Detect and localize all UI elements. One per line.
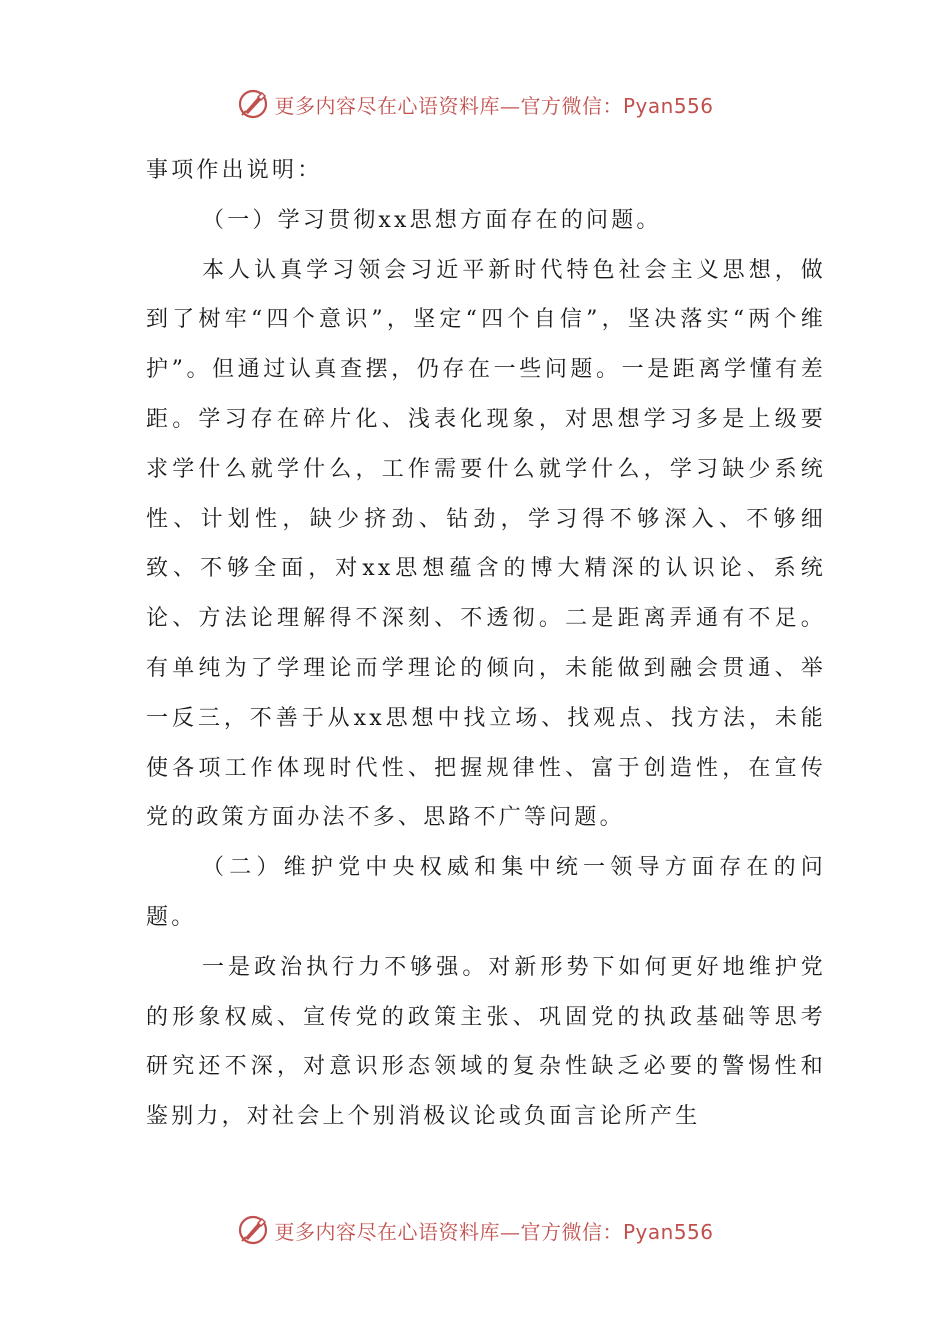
pen-seal-logo-icon — [236, 87, 270, 121]
pen-seal-logo-icon — [236, 1213, 270, 1247]
watermark-text: 更多内容尽在心语资料库—官方微信：Pyan556 — [274, 1219, 714, 1244]
paragraph-study-issues: 本人认真学习领会习近平新时代特色社会主义思想，做到了树牢“四个意识”，坚定“四个自信”，坚决落实“两个维护”。但通过认真查摆，仍存在一些问题。一是距离学懂有差距。学习存在碎片化、浅表化现象，对思想学习多是上级要求学什么就学什么，工作需要什么就学什么，学习缺少系统性、计划性，缺少挤劲、钻劲，学习得不够深入、不够细致、不够全面，对xx思想蕴含的博大精深的认识论、系统论、方法论理解得不深刻、不透彻。二是距离弄通有不足。有单纯为了学理论而学理论的倾向，未能做到融会贯通、举一反三，不善于从xx思想中找立场、找观点、找方法，未能使各项工作体现时代性、把握规律性、富于创造性，在宣传党的政策方面办法不多、思路不广等问题。 — [146, 257, 826, 831]
section-heading-1: （一）学习贯彻xx思想方面存在的问题。 — [202, 207, 662, 233]
paragraph-continuation: 事项作出说明： — [146, 158, 323, 183]
header-watermark — [0, 84, 950, 124]
watermark-text: 更多内容尽在心语资料库—官方微信：Pyan556 — [274, 93, 714, 118]
footer-watermark — [0, 1210, 950, 1250]
section-heading-2: （二）维护党中央权威和集中统一领导方面存在的问题。 — [146, 855, 826, 930]
paragraph-political-execution: 一是政治执行力不够强。对新形势下如何更好地维护党的形象权威、宣传党的政策主张、巩固党的执政基础等思考研究还不深，对意识形态领域的复杂性缺乏必要的警惕性和鉴别力，对社会上个别消极议论或负面言论所产生 — [146, 954, 826, 1130]
document-body — [146, 146, 826, 1142]
